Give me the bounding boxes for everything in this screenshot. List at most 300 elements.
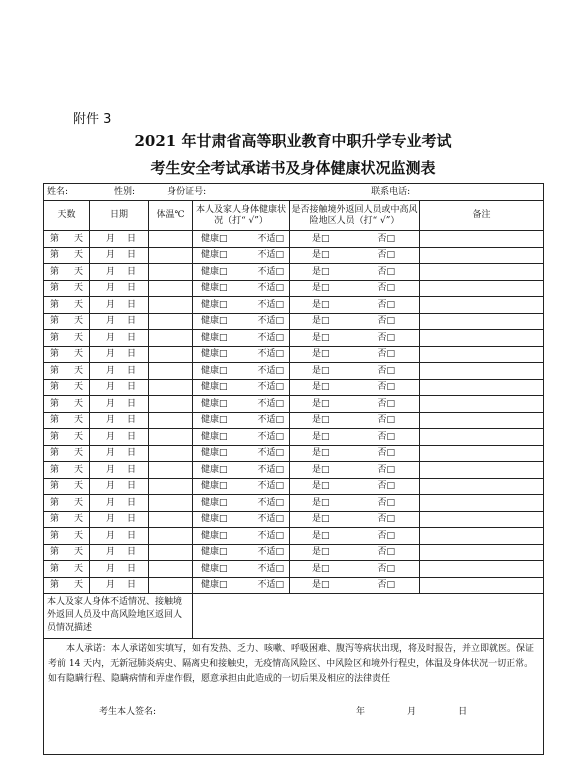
month-label: 月 xyxy=(105,481,115,492)
exposure-no-checkbox[interactable]: 否□ xyxy=(377,431,395,442)
temperature-cell[interactable] xyxy=(149,577,193,594)
exposure-no-checkbox[interactable]: 否□ xyxy=(377,563,395,574)
month-label: 月 xyxy=(105,283,115,294)
month-label: 月 xyxy=(105,233,115,244)
title-line-1: 2021 年甘肃省高等职业教育中职升学专业考试 xyxy=(134,132,452,150)
gender-field-label[interactable]: 性别: xyxy=(114,186,136,197)
exposure-no-checkbox[interactable]: 否□ xyxy=(377,266,395,277)
temperature-cell[interactable] xyxy=(149,231,193,248)
exposure-no-checkbox[interactable]: 否□ xyxy=(377,349,395,360)
day-prefix: 第 xyxy=(50,481,60,492)
month-label: 月 xyxy=(105,316,115,327)
day-label: 日 xyxy=(126,547,136,558)
day-label: 日 xyxy=(126,497,136,508)
day-prefix: 第 xyxy=(50,398,60,409)
day-label: 日 xyxy=(126,233,136,244)
day-suffix: 天 xyxy=(73,349,83,360)
exposure-no-checkbox[interactable]: 否□ xyxy=(377,299,395,310)
exposure-no-checkbox[interactable]: 否□ xyxy=(377,316,395,327)
temperature-cell[interactable] xyxy=(149,396,193,413)
temperature-cell[interactable] xyxy=(149,313,193,330)
healthy-checkbox[interactable]: 健康□ xyxy=(201,563,228,574)
exposure-yes-checkbox[interactable]: 是□ xyxy=(312,299,330,310)
exposure-cell xyxy=(290,363,420,380)
unwell-checkbox[interactable]: 不适□ xyxy=(257,415,284,426)
exposure-no-checkbox[interactable]: 否□ xyxy=(377,580,395,591)
day-cell[interactable] xyxy=(44,577,90,594)
healthy-checkbox[interactable]: 健康□ xyxy=(201,415,228,426)
remarks-cell[interactable] xyxy=(420,363,544,380)
day-cell[interactable] xyxy=(44,412,90,429)
day-cell[interactable] xyxy=(44,297,90,314)
exposure-no-checkbox[interactable]: 否□ xyxy=(377,283,395,294)
remarks-cell[interactable] xyxy=(420,313,544,330)
table-row xyxy=(44,495,544,512)
health-cell xyxy=(193,264,290,281)
day-prefix: 第 xyxy=(50,299,60,310)
health-cell xyxy=(193,495,290,512)
description-input-cell[interactable] xyxy=(193,594,544,639)
day-label: 日 xyxy=(126,563,136,574)
date-cell[interactable] xyxy=(90,412,149,429)
remarks-cell[interactable] xyxy=(420,561,544,578)
unwell-checkbox[interactable]: 不适□ xyxy=(257,547,284,558)
signature-month: 月 xyxy=(407,707,417,717)
health-cell xyxy=(193,561,290,578)
exposure-no-checkbox[interactable]: 否□ xyxy=(377,365,395,376)
date-cell[interactable] xyxy=(90,561,149,578)
temperature-cell[interactable] xyxy=(149,346,193,363)
month-label: 月 xyxy=(105,332,115,343)
table-row xyxy=(44,445,544,462)
exposure-cell xyxy=(290,544,420,561)
healthy-checkbox[interactable]: 健康□ xyxy=(201,530,228,541)
remarks-cell[interactable] xyxy=(420,280,544,297)
month-label: 月 xyxy=(105,349,115,360)
month-label: 月 xyxy=(105,530,115,541)
exposure-no-checkbox[interactable]: 否□ xyxy=(377,547,395,558)
exposure-yes-checkbox[interactable]: 是□ xyxy=(312,464,330,475)
day-cell[interactable] xyxy=(44,247,90,264)
day-label: 日 xyxy=(126,514,136,525)
day-label: 日 xyxy=(126,580,136,591)
unwell-checkbox[interactable]: 不适□ xyxy=(257,283,284,294)
attachment-label: 附件 3 xyxy=(73,112,112,127)
exposure-no-checkbox[interactable]: 否□ xyxy=(377,530,395,541)
unwell-checkbox[interactable]: 不适□ xyxy=(257,497,284,508)
exposure-yes-checkbox[interactable]: 是□ xyxy=(312,332,330,343)
exposure-yes-checkbox[interactable]: 是□ xyxy=(312,497,330,508)
healthy-checkbox[interactable]: 健康□ xyxy=(201,365,228,376)
day-suffix: 天 xyxy=(73,233,83,244)
date-cell[interactable] xyxy=(90,247,149,264)
day-suffix: 天 xyxy=(73,299,83,310)
healthy-checkbox[interactable]: 健康□ xyxy=(201,431,228,442)
remarks-cell[interactable] xyxy=(420,429,544,446)
header-exposure: 是否接触境外返回人员或中高风险地区人员（打“ √”） xyxy=(290,201,420,231)
month-label: 月 xyxy=(105,563,115,574)
day-prefix: 第 xyxy=(50,266,60,277)
unwell-checkbox[interactable]: 不适□ xyxy=(257,398,284,409)
day-cell[interactable] xyxy=(44,346,90,363)
unwell-checkbox[interactable]: 不适□ xyxy=(257,563,284,574)
table-row xyxy=(44,544,544,561)
unwell-checkbox[interactable]: 不适□ xyxy=(257,266,284,277)
health-cell xyxy=(193,511,290,528)
remarks-cell[interactable] xyxy=(420,247,544,264)
remarks-cell[interactable] xyxy=(420,412,544,429)
healthy-checkbox[interactable]: 健康□ xyxy=(201,349,228,360)
remarks-cell[interactable] xyxy=(420,396,544,413)
unwell-checkbox[interactable]: 不适□ xyxy=(257,365,284,376)
day-label: 日 xyxy=(126,332,136,343)
month-label: 月 xyxy=(105,398,115,409)
remarks-cell[interactable] xyxy=(420,264,544,281)
table-row xyxy=(44,280,544,297)
table-row xyxy=(44,297,544,314)
signature-line xyxy=(44,707,543,717)
day-suffix: 天 xyxy=(73,283,83,294)
day-label: 日 xyxy=(126,530,136,541)
day-cell[interactable] xyxy=(44,445,90,462)
exposure-yes-checkbox[interactable]: 是□ xyxy=(312,349,330,360)
header-temperature: 体温℃ xyxy=(149,201,193,231)
table-row xyxy=(44,379,544,396)
table-row xyxy=(44,412,544,429)
day-label: 日 xyxy=(126,481,136,492)
day-suffix: 天 xyxy=(73,481,83,492)
day-cell[interactable] xyxy=(44,280,90,297)
day-suffix: 天 xyxy=(73,415,83,426)
temperature-cell[interactable] xyxy=(149,528,193,545)
exposure-cell xyxy=(290,511,420,528)
day-label: 日 xyxy=(126,382,136,393)
day-prefix: 第 xyxy=(50,580,60,591)
day-suffix: 天 xyxy=(73,547,83,558)
month-label: 月 xyxy=(105,448,115,459)
day-label: 日 xyxy=(126,415,136,426)
table-row xyxy=(44,528,544,545)
exposure-yes-checkbox[interactable]: 是□ xyxy=(312,514,330,525)
temperature-cell[interactable] xyxy=(149,478,193,495)
health-cell xyxy=(193,478,290,495)
day-cell[interactable] xyxy=(44,429,90,446)
date-cell[interactable] xyxy=(90,478,149,495)
exposure-yes-checkbox[interactable]: 是□ xyxy=(312,266,330,277)
temperature-cell[interactable] xyxy=(149,429,193,446)
exposure-yes-checkbox[interactable]: 是□ xyxy=(312,250,330,261)
temperature-cell[interactable] xyxy=(149,247,193,264)
unwell-checkbox[interactable]: 不适□ xyxy=(257,448,284,459)
day-cell[interactable] xyxy=(44,495,90,512)
unwell-checkbox[interactable]: 不适□ xyxy=(257,530,284,541)
unwell-checkbox[interactable]: 不适□ xyxy=(257,481,284,492)
remarks-cell[interactable] xyxy=(420,379,544,396)
day-cell[interactable] xyxy=(44,462,90,479)
temperature-cell[interactable] xyxy=(149,363,193,380)
health-cell xyxy=(193,297,290,314)
temperature-cell[interactable] xyxy=(149,379,193,396)
description-row xyxy=(44,594,544,639)
month-label: 月 xyxy=(105,382,115,393)
temperature-cell[interactable] xyxy=(149,462,193,479)
unwell-checkbox[interactable]: 不适□ xyxy=(257,464,284,475)
temperature-cell[interactable] xyxy=(149,544,193,561)
day-prefix: 第 xyxy=(50,316,60,327)
exposure-yes-checkbox[interactable]: 是□ xyxy=(312,431,330,442)
remarks-cell[interactable] xyxy=(420,511,544,528)
exposure-no-checkbox[interactable]: 否□ xyxy=(377,332,395,343)
table-row xyxy=(44,346,544,363)
exposure-yes-checkbox[interactable]: 是□ xyxy=(312,563,330,574)
exposure-no-checkbox[interactable]: 否□ xyxy=(377,382,395,393)
health-cell xyxy=(193,528,290,545)
health-cell xyxy=(193,247,290,264)
day-cell[interactable] xyxy=(44,313,90,330)
unwell-checkbox[interactable]: 不适□ xyxy=(257,514,284,525)
health-cell xyxy=(193,544,290,561)
day-cell[interactable] xyxy=(44,511,90,528)
healthy-checkbox[interactable]: 健康□ xyxy=(201,497,228,508)
remarks-cell[interactable] xyxy=(420,495,544,512)
exposure-yes-checkbox[interactable]: 是□ xyxy=(312,233,330,244)
unwell-checkbox[interactable]: 不适□ xyxy=(257,299,284,310)
date-cell[interactable] xyxy=(90,577,149,594)
data-rows xyxy=(44,231,544,594)
exposure-cell xyxy=(290,330,420,347)
day-cell[interactable] xyxy=(44,396,90,413)
remarks-cell[interactable] xyxy=(420,231,544,248)
id-number-field-label[interactable]: 身份证号: xyxy=(167,186,207,197)
exposure-yes-checkbox[interactable]: 是□ xyxy=(312,415,330,426)
month-label: 月 xyxy=(105,431,115,442)
day-cell[interactable] xyxy=(44,561,90,578)
exposure-no-checkbox[interactable]: 否□ xyxy=(377,464,395,475)
healthy-checkbox[interactable]: 健康□ xyxy=(201,448,228,459)
unwell-checkbox[interactable]: 不适□ xyxy=(257,332,284,343)
table-row xyxy=(44,231,544,248)
date-cell[interactable] xyxy=(90,462,149,479)
exposure-yes-checkbox[interactable]: 是□ xyxy=(312,547,330,558)
unwell-checkbox[interactable]: 不适□ xyxy=(257,233,284,244)
remarks-cell[interactable] xyxy=(420,478,544,495)
health-cell xyxy=(193,313,290,330)
day-prefix: 第 xyxy=(50,514,60,525)
exposure-cell xyxy=(290,396,420,413)
day-prefix: 第 xyxy=(50,547,60,558)
exposure-no-checkbox[interactable]: 否□ xyxy=(377,250,395,261)
exposure-cell xyxy=(290,280,420,297)
temperature-cell[interactable] xyxy=(149,280,193,297)
day-prefix: 第 xyxy=(50,415,60,426)
healthy-checkbox[interactable]: 健康□ xyxy=(201,283,228,294)
date-cell[interactable] xyxy=(90,379,149,396)
day-suffix: 天 xyxy=(73,250,83,261)
unwell-checkbox[interactable]: 不适□ xyxy=(257,349,284,360)
healthy-checkbox[interactable]: 健康□ xyxy=(201,332,228,343)
remarks-cell[interactable] xyxy=(420,544,544,561)
day-cell[interactable] xyxy=(44,478,90,495)
table-row xyxy=(44,330,544,347)
healthy-checkbox[interactable]: 健康□ xyxy=(201,266,228,277)
date-cell[interactable] xyxy=(90,280,149,297)
header-date: 日期 xyxy=(90,201,149,231)
day-suffix: 天 xyxy=(73,431,83,442)
temperature-cell[interactable] xyxy=(149,412,193,429)
exposure-no-checkbox[interactable]: 否□ xyxy=(377,514,395,525)
remarks-cell[interactable] xyxy=(420,528,544,545)
health-cell xyxy=(193,462,290,479)
exposure-cell xyxy=(290,429,420,446)
exposure-cell xyxy=(290,247,420,264)
healthy-checkbox[interactable]: 健康□ xyxy=(201,299,228,310)
unwell-checkbox[interactable]: 不适□ xyxy=(257,250,284,261)
exposure-cell xyxy=(290,445,420,462)
date-cell[interactable] xyxy=(90,346,149,363)
date-cell[interactable] xyxy=(90,231,149,248)
exposure-no-checkbox[interactable]: 否□ xyxy=(377,415,395,426)
exposure-yes-checkbox[interactable]: 是□ xyxy=(312,580,330,591)
date-cell[interactable] xyxy=(90,495,149,512)
remarks-cell[interactable] xyxy=(420,462,544,479)
unwell-checkbox[interactable]: 不适□ xyxy=(257,316,284,327)
day-label: 日 xyxy=(126,365,136,376)
exposure-no-checkbox[interactable]: 否□ xyxy=(377,398,395,409)
date-cell[interactable] xyxy=(90,544,149,561)
exposure-cell xyxy=(290,561,420,578)
remarks-cell[interactable] xyxy=(420,346,544,363)
signature-label[interactable]: 考生本人签名: xyxy=(99,707,157,717)
day-prefix: 第 xyxy=(50,332,60,343)
day-prefix: 第 xyxy=(50,448,60,459)
date-cell[interactable] xyxy=(90,330,149,347)
day-suffix: 天 xyxy=(73,316,83,327)
temperature-cell[interactable] xyxy=(149,445,193,462)
date-cell[interactable] xyxy=(90,313,149,330)
exposure-yes-checkbox[interactable]: 是□ xyxy=(312,316,330,327)
exposure-cell xyxy=(290,528,420,545)
header-days: 天数 xyxy=(44,201,90,231)
temperature-cell[interactable] xyxy=(149,561,193,578)
temperature-cell[interactable] xyxy=(149,297,193,314)
table-row xyxy=(44,478,544,495)
exposure-no-checkbox[interactable]: 否□ xyxy=(377,497,395,508)
unwell-checkbox[interactable]: 不适□ xyxy=(257,580,284,591)
healthy-checkbox[interactable]: 健康□ xyxy=(201,514,228,525)
temperature-cell[interactable] xyxy=(149,511,193,528)
day-cell[interactable] xyxy=(44,330,90,347)
healthy-checkbox[interactable]: 健康□ xyxy=(201,233,228,244)
unwell-checkbox[interactable]: 不适□ xyxy=(257,431,284,442)
day-prefix: 第 xyxy=(50,497,60,508)
day-suffix: 天 xyxy=(73,580,83,591)
name-field-label[interactable]: 姓名: xyxy=(47,186,69,197)
table-row xyxy=(44,313,544,330)
healthy-checkbox[interactable]: 健康□ xyxy=(201,481,228,492)
temperature-cell[interactable] xyxy=(149,495,193,512)
date-cell[interactable] xyxy=(90,429,149,446)
month-label: 月 xyxy=(105,497,115,508)
pledge-row xyxy=(44,639,544,755)
health-cell xyxy=(193,396,290,413)
day-prefix: 第 xyxy=(50,431,60,442)
health-cell xyxy=(193,429,290,446)
exposure-no-checkbox[interactable]: 否□ xyxy=(377,233,395,244)
date-cell[interactable] xyxy=(90,528,149,545)
day-suffix: 天 xyxy=(73,563,83,574)
day-cell[interactable] xyxy=(44,528,90,545)
day-prefix: 第 xyxy=(50,464,60,475)
healthy-checkbox[interactable]: 健康□ xyxy=(201,547,228,558)
day-suffix: 天 xyxy=(73,514,83,525)
day-label: 日 xyxy=(126,349,136,360)
header-remarks: 备注 xyxy=(420,201,544,231)
health-cell xyxy=(193,363,290,380)
temperature-cell[interactable] xyxy=(149,330,193,347)
exposure-yes-checkbox[interactable]: 是□ xyxy=(312,283,330,294)
exposure-yes-checkbox[interactable]: 是□ xyxy=(312,365,330,376)
remarks-cell[interactable] xyxy=(420,330,544,347)
healthy-checkbox[interactable]: 健康□ xyxy=(201,250,228,261)
date-cell[interactable] xyxy=(90,445,149,462)
date-cell[interactable] xyxy=(90,297,149,314)
day-cell[interactable] xyxy=(44,544,90,561)
day-cell[interactable] xyxy=(44,363,90,380)
exposure-cell xyxy=(290,495,420,512)
healthy-checkbox[interactable]: 健康□ xyxy=(201,398,228,409)
signature-date[interactable] xyxy=(356,707,509,717)
date-cell[interactable] xyxy=(90,511,149,528)
day-suffix: 天 xyxy=(73,332,83,343)
exposure-yes-checkbox[interactable]: 是□ xyxy=(312,481,330,492)
day-cell[interactable] xyxy=(44,379,90,396)
date-cell[interactable] xyxy=(90,396,149,413)
remarks-cell[interactable] xyxy=(420,445,544,462)
exposure-yes-checkbox[interactable]: 是□ xyxy=(312,530,330,541)
day-label: 日 xyxy=(126,283,136,294)
phone-field-label[interactable]: 联系电话: xyxy=(371,186,411,197)
exposure-cell xyxy=(290,412,420,429)
exposure-no-checkbox[interactable]: 否□ xyxy=(377,448,395,459)
day-cell[interactable] xyxy=(44,264,90,281)
healthy-checkbox[interactable]: 健康□ xyxy=(201,382,228,393)
day-suffix: 天 xyxy=(73,530,83,541)
exposure-yes-checkbox[interactable]: 是□ xyxy=(312,448,330,459)
healthy-checkbox[interactable]: 健康□ xyxy=(201,316,228,327)
exposure-yes-checkbox[interactable]: 是□ xyxy=(312,398,330,409)
exposure-no-checkbox[interactable]: 否□ xyxy=(377,481,395,492)
exposure-cell xyxy=(290,231,420,248)
exposure-yes-checkbox[interactable]: 是□ xyxy=(312,382,330,393)
exposure-cell xyxy=(290,346,420,363)
day-suffix: 天 xyxy=(73,365,83,376)
day-prefix: 第 xyxy=(50,250,60,261)
day-label: 日 xyxy=(126,316,136,327)
remarks-cell[interactable] xyxy=(420,297,544,314)
remarks-cell[interactable] xyxy=(420,577,544,594)
table-row xyxy=(44,396,544,413)
unwell-checkbox[interactable]: 不适□ xyxy=(257,382,284,393)
exposure-cell xyxy=(290,577,420,594)
date-cell[interactable] xyxy=(90,264,149,281)
month-label: 月 xyxy=(105,547,115,558)
day-label: 日 xyxy=(126,266,136,277)
healthy-checkbox[interactable]: 健康□ xyxy=(201,464,228,475)
temperature-cell[interactable] xyxy=(149,264,193,281)
date-cell[interactable] xyxy=(90,363,149,380)
day-cell[interactable] xyxy=(44,231,90,248)
healthy-checkbox[interactable]: 健康□ xyxy=(201,580,228,591)
